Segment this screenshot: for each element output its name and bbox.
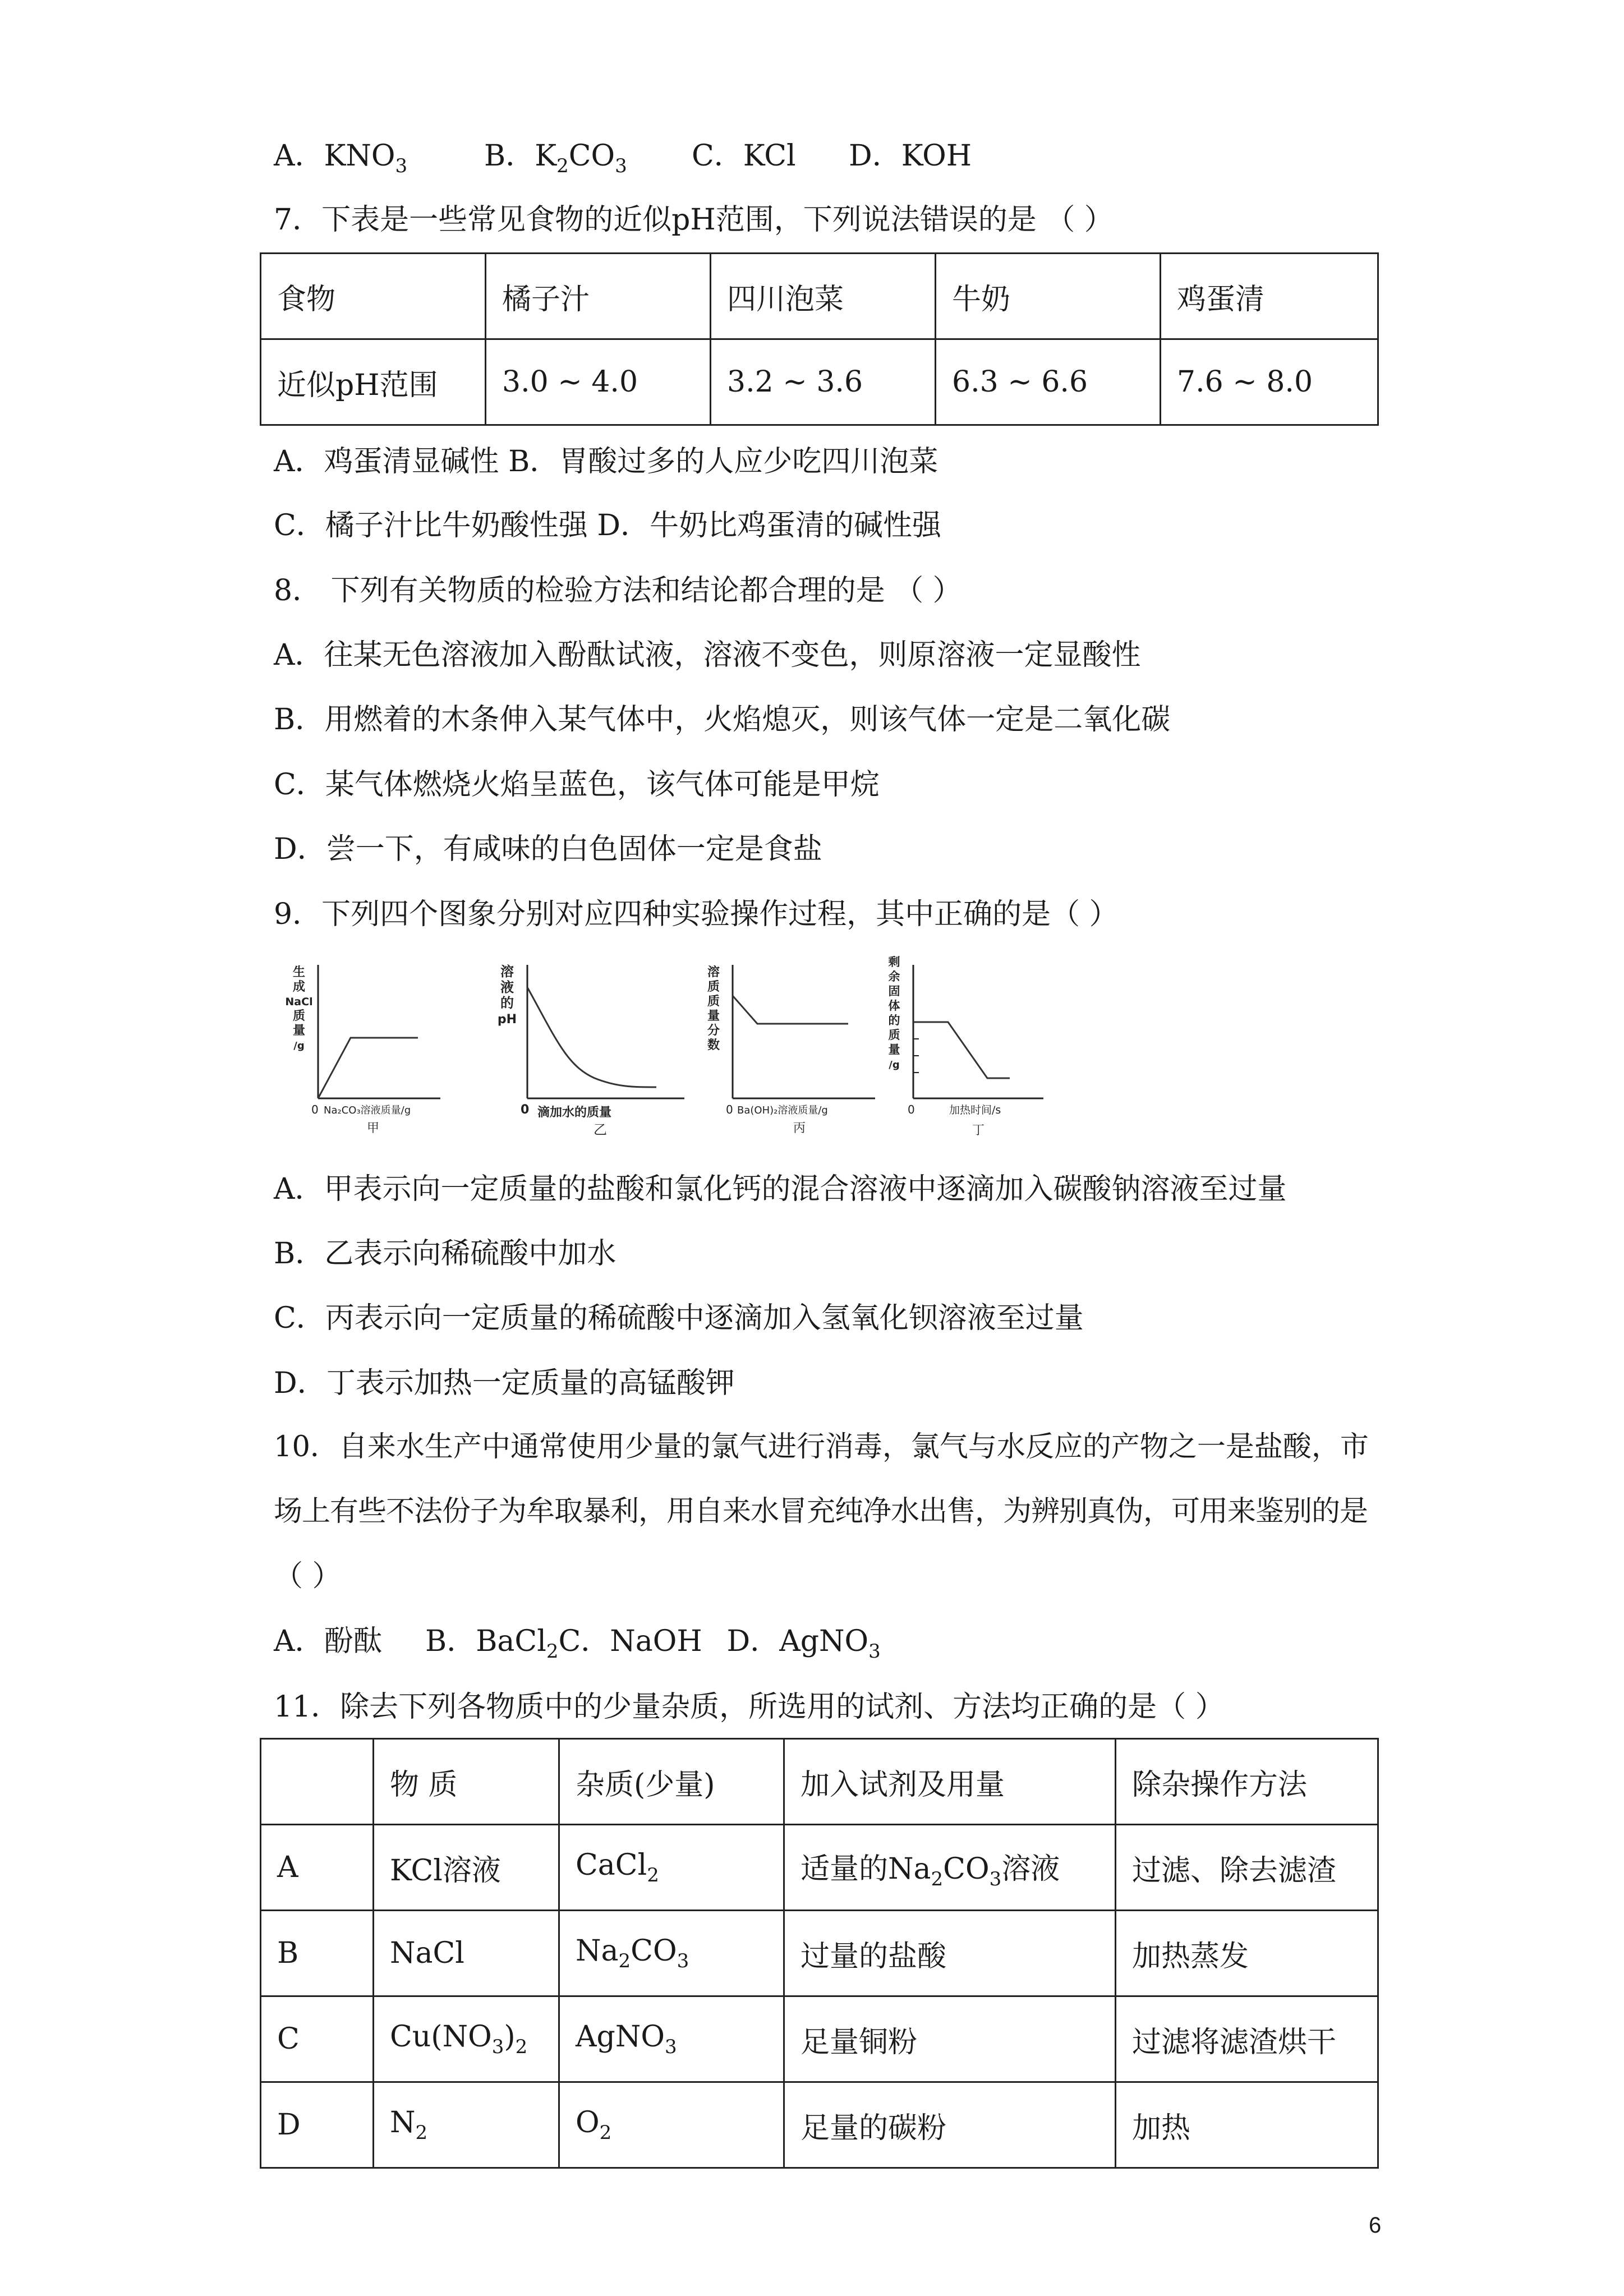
- q8-option-d: D．尝一下，有咸味的白色固体一定是食盐: [274, 832, 822, 866]
- q10-paren: （ ）: [274, 1559, 342, 1593]
- q6-option-a: A．$KNO_3$: [274, 139, 408, 177]
- table-row: [261, 2082, 1378, 2168]
- q10-option-c: C．NaOH: [558, 1625, 702, 1658]
- q8-option-b: B．用燃着的木条伸入某气体中，火焰熄灭，则该气体一定是二氧化碳: [274, 703, 1171, 737]
- graph-jia-curve: [318, 1038, 418, 1098]
- table-cell: 过滤将滤渣烘干: [1116, 1996, 1378, 2082]
- q10-stem-line-1: 10．自来水生产中通常使用少量的氯气进行消毒，氯气与水反应的产物之一是盐酸，市: [274, 1430, 1369, 1464]
- table-row: [261, 1996, 1378, 2082]
- q7-options-line-2: C．橘子汁比牛奶酸性强 D．牛奶比鸡蛋清的碱性强: [274, 509, 942, 542]
- graph-jia-name: 甲: [366, 1121, 380, 1135]
- table-cell: B: [261, 1911, 374, 1996]
- graph-bing-ylabel-1: 溶: [707, 965, 720, 979]
- table-cell: 加入试剂及用量: [784, 1739, 1116, 1825]
- graph-ding-ylabel-3: 固: [888, 984, 900, 998]
- graph-ding-ylabel-5: 的: [888, 1014, 900, 1027]
- q9-option-a: A．甲表示向一定质量的盐酸和氯化钙的混合溶液中逐滴加入碳酸钠溶液至过量: [274, 1172, 1287, 1206]
- graph-bing-ylabel-4: 量: [707, 1009, 720, 1023]
- q8-option-c: C．某气体燃烧火焰呈蓝色，该气体可能是甲烷: [274, 768, 880, 802]
- table-cell: 物 质: [374, 1739, 559, 1825]
- table-cell: AgNO$_3$: [559, 1996, 784, 2082]
- q10-option-b: B．BaCl$_2$: [425, 1625, 559, 1663]
- graph-jia-svg: [283, 954, 452, 1139]
- graph-ding-ylabel-8: /g: [889, 1059, 900, 1071]
- graph-jia-xlabel: Na₂CO₃溶液质量/g: [324, 1105, 411, 1116]
- q7-ph-table: [260, 252, 1379, 426]
- graph-ding-ylabel-2: 余: [888, 970, 900, 983]
- graph-yi-xlabel: 滴加水的质量: [537, 1106, 612, 1120]
- table-cell: 加热: [1116, 2082, 1378, 2168]
- table-cell: C: [261, 1996, 374, 2082]
- graph-ding-ylabel-6: 质: [888, 1028, 900, 1042]
- q9-option-b: B．乙表示向稀硫酸中加水: [274, 1237, 617, 1271]
- table-cell: $N_2$: [374, 2082, 559, 2168]
- graph-jia-ylabel-4: 质: [292, 1009, 306, 1023]
- graph-yi-curve: [527, 987, 656, 1087]
- q7-stem: 7．下表是一些常见食物的近似pH范围，下列说法错误的是 （ ）: [274, 203, 1114, 237]
- graph-ding: [875, 954, 1055, 1144]
- q6-option-d: D．KOH: [849, 139, 972, 173]
- graph-yi: [494, 954, 696, 1141]
- q10-stem-line-2: 场上有些不法份子为牟取暴利，用自来水冒充纯净水出售，为辨别真伪，可用来鉴别的是: [274, 1495, 1368, 1528]
- table-cell: A: [261, 1825, 374, 1911]
- graph-bing-name: 丙: [793, 1121, 806, 1135]
- q9-stem: 9．下列四个图象分别对应四种实验操作过程，其中正确的是（ ）: [274, 898, 1119, 931]
- graph-bing-xlabel: Ba(OH)₂溶液质量/g: [737, 1105, 828, 1116]
- table-cell: [261, 1739, 374, 1825]
- graph-bing-ylabel-5: 分: [707, 1024, 720, 1038]
- graph-bing-svg: [701, 954, 886, 1139]
- table-row: [261, 339, 1378, 425]
- table-cell: 6.3 ~ 6.6: [936, 339, 1161, 425]
- graph-ding-ylabel-1: 剩: [888, 955, 900, 969]
- graph-jia-ylabel-5: 量: [292, 1024, 306, 1038]
- table-cell: 7.6 ~ 8.0: [1161, 339, 1378, 425]
- graph-ding-ylabel-7: 量: [888, 1043, 900, 1056]
- table-cell: $Cu(NO_3)_2$: [374, 1996, 559, 2082]
- table-cell: 足量铜粉: [784, 1996, 1116, 2082]
- page-number: 6: [1369, 2213, 1382, 2238]
- graph-yi-origin: 0: [521, 1103, 530, 1117]
- graph-yi-svg: [494, 954, 696, 1139]
- graph-ding-curve: [913, 1022, 1010, 1078]
- q6-option-b: B．$K_2CO_3$: [484, 139, 627, 177]
- graph-jia: [283, 954, 452, 1141]
- graph-bing-curve: [733, 996, 848, 1024]
- table-cell: CaCl$_2$: [559, 1825, 784, 1911]
- table-cell: 鸡蛋清: [1161, 254, 1378, 339]
- q10-options: [274, 1625, 881, 1668]
- q10-option-a: A．酚酞: [274, 1625, 383, 1658]
- q6-options: [274, 139, 972, 183]
- graph-bing-ylabel-3: 质: [707, 995, 720, 1009]
- table-cell: 橘子汁: [486, 254, 711, 339]
- table-cell: 加热蒸发: [1116, 1911, 1378, 1996]
- q10-option-d: D．AgNO$_3$: [726, 1625, 881, 1663]
- table-cell: 食物: [261, 254, 486, 339]
- table-cell: NaCl: [374, 1911, 559, 1996]
- table-cell: $O_2$: [559, 2082, 784, 2168]
- q7-options-line-1: A．鸡蛋清显碱性 B．胃酸过多的人应少吃四川泡菜: [274, 445, 938, 478]
- q8-stem: 8． 下列有关物质的检验方法和结论都合理的是 （ ）: [274, 574, 962, 608]
- table-cell: D: [261, 2082, 374, 2168]
- graph-jia-ylabel-6: /g: [293, 1040, 305, 1052]
- q11-purification-table: [260, 1738, 1379, 2169]
- graph-ding-xlabel: 加热时间/s: [949, 1104, 1001, 1116]
- table-cell: 近似pH范围: [261, 339, 486, 425]
- graph-bing: [701, 954, 886, 1141]
- graph-bing-ylabel-2: 质: [707, 980, 720, 994]
- graph-ding-ylabel-4: 体: [888, 999, 900, 1013]
- graph-bing-ylabel-6: 数: [707, 1038, 720, 1052]
- table-cell: 除杂操作方法: [1116, 1739, 1378, 1825]
- table-row: [261, 1739, 1378, 1825]
- table-cell: 3.0 ~ 4.0: [486, 339, 711, 425]
- graph-yi-ylabel-1: 溶: [500, 964, 514, 979]
- table-cell: 足量的碳粉: [784, 2082, 1116, 2168]
- graph-jia-ylabel-1: 生: [292, 965, 306, 979]
- table-cell: 过量的盐酸: [784, 1911, 1116, 1996]
- graph-yi-ylabel-3: 的: [500, 995, 514, 1011]
- q6-option-c: C．KCl: [692, 139, 796, 173]
- table-cell: 过滤、除去滤渣: [1116, 1825, 1378, 1911]
- graph-jia-origin: 0: [311, 1103, 319, 1116]
- q9-option-d: D．丁表示加热一定质量的高锰酸钾: [274, 1366, 735, 1400]
- graph-jia-ylabel-3: NaCl: [285, 996, 313, 1008]
- table-row: [261, 1825, 1378, 1911]
- q9-option-c: C．丙表示向一定质量的稀硫酸中逐滴加入氢氧化钡溶液至过量: [274, 1301, 1084, 1335]
- q11-stem: 11．除去下列各物质中的少量杂质，所选用的试剂、方法均正确的是（ ）: [274, 1690, 1225, 1724]
- table-cell: KCl溶液: [374, 1825, 559, 1911]
- q8-option-a: A．往某无色溶液加入酚酞试液，溶液不变色，则原溶液一定显酸性: [274, 638, 1141, 672]
- table-cell: $Na_2CO_3$: [559, 1911, 784, 1996]
- graph-jia-ylabel-2: 成: [292, 980, 306, 994]
- table-row: [261, 254, 1378, 339]
- graph-ding-origin: 0: [908, 1103, 915, 1116]
- graph-yi-ylabel-4: pH: [497, 1013, 517, 1027]
- table-cell: 3.2 ~ 3.6: [711, 339, 936, 425]
- graph-ding-svg: [875, 954, 1055, 1142]
- graph-yi-ylabel-2: 液: [500, 979, 514, 995]
- table-cell: 四川泡菜: [711, 254, 936, 339]
- table-cell: 杂质(少量): [559, 1739, 784, 1825]
- graph-ding-name: 丁: [972, 1124, 985, 1138]
- graph-yi-name: 乙: [594, 1122, 607, 1138]
- table-row: [261, 1911, 1378, 1996]
- table-cell: 适量的$Na_2CO_3$溶液: [784, 1825, 1116, 1911]
- table-cell: 牛奶: [936, 254, 1161, 339]
- graph-bing-origin: 0: [726, 1103, 733, 1116]
